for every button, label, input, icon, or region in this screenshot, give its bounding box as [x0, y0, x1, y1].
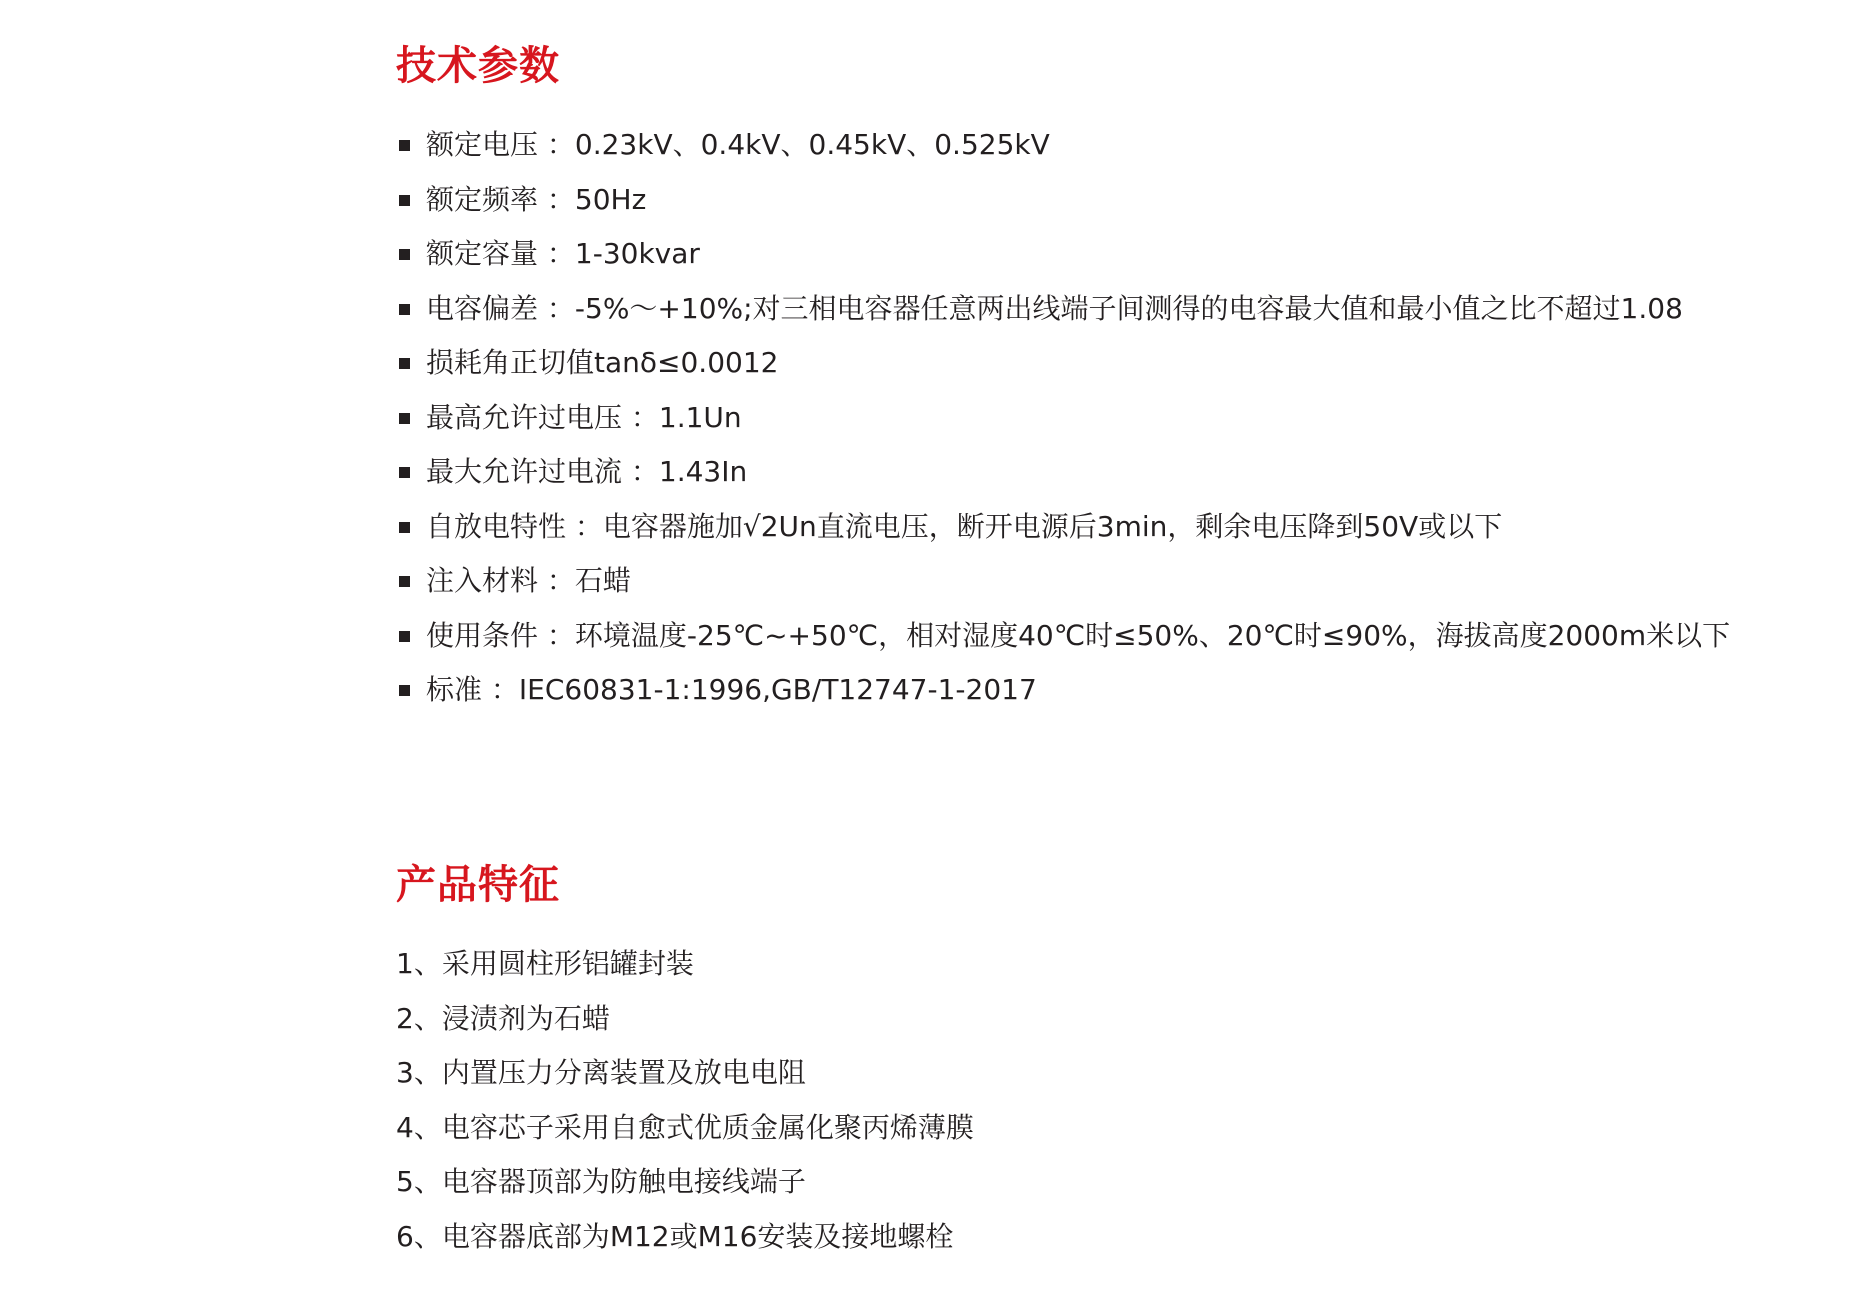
feature-item-2: 2、浸渍剂为石蜡 [396, 1001, 610, 1035]
spec-item-max-overvoltage: 最高允许过电压 ：1.1Un [396, 391, 1730, 446]
square-bullet-icon [399, 576, 410, 587]
square-bullet-icon [399, 195, 410, 206]
square-bullet-icon [399, 522, 410, 533]
feature-item-4: 4、电容芯子采用自愈式优质金属化聚丙烯薄膜 [396, 1110, 974, 1144]
feature-item-3: 3、内置压力分离装置及放电电阻 [396, 1056, 806, 1089]
product-features-list [396, 937, 974, 1264]
square-bullet-icon [399, 631, 410, 642]
technical-parameters-title: 技术参数 [396, 43, 560, 89]
square-bullet-icon [399, 249, 410, 260]
square-bullet-icon [399, 358, 410, 369]
spec-item-rated-voltage: 额定电压 ：0.23kV、0.4kV、0.45kV、0.525kV [396, 118, 1730, 173]
product-features-title: 产品特征 [396, 862, 560, 908]
square-bullet-icon [399, 140, 410, 151]
spec-item-rated-frequency: 额定频率 ：50Hz [396, 173, 1730, 228]
square-bullet-icon [399, 685, 410, 696]
spec-item-rated-capacity: 额定容量 ：1-30kvar [396, 227, 1730, 282]
spec-item-standard: 标准 ：IEC60831-1:1996,GB/T12747-1-2017 [396, 663, 1730, 718]
square-bullet-icon [399, 413, 410, 424]
product-features-section [396, 857, 974, 1264]
feature-item-5: 5、电容器顶部为防触电接线端子 [396, 1165, 806, 1198]
spec-item-max-overcurrent: 最大允许过电流 ：1.43In [396, 445, 1730, 500]
spec-item-capacitance-deviation: 电容偏差 ：-5%～+10%;对三相电容器任意两出线端子间测得的电容最大值和最小值之比不超过1.08 [396, 282, 1730, 337]
spec-item-filling-material: 注入材料 ：石蜡 [396, 554, 1730, 609]
square-bullet-icon [399, 467, 410, 478]
feature-item-6: 6、电容器底部为M12或M16安装及接地螺栓 [396, 1219, 954, 1253]
square-bullet-icon [399, 304, 410, 315]
technical-parameters-section [396, 38, 1730, 718]
feature-item-1: 1、采用圆柱形铝罐封装 [396, 947, 694, 980]
spec-item-self-discharge: 自放电特性 ：电容器施加√2Un直流电压，断开电源后3min，剩余电压降到50V或以下 [396, 500, 1730, 555]
technical-parameters-list [396, 118, 1730, 718]
spec-item-operating-conditions: 使用条件 ：环境温度-25℃~+50℃，相对湿度40℃时≤50%、20℃时≤90%，海拔高度2000m米以下 [396, 609, 1730, 664]
spec-item-loss-tangent: 损耗角正切值tanδ≤0.0012 [396, 336, 1730, 391]
